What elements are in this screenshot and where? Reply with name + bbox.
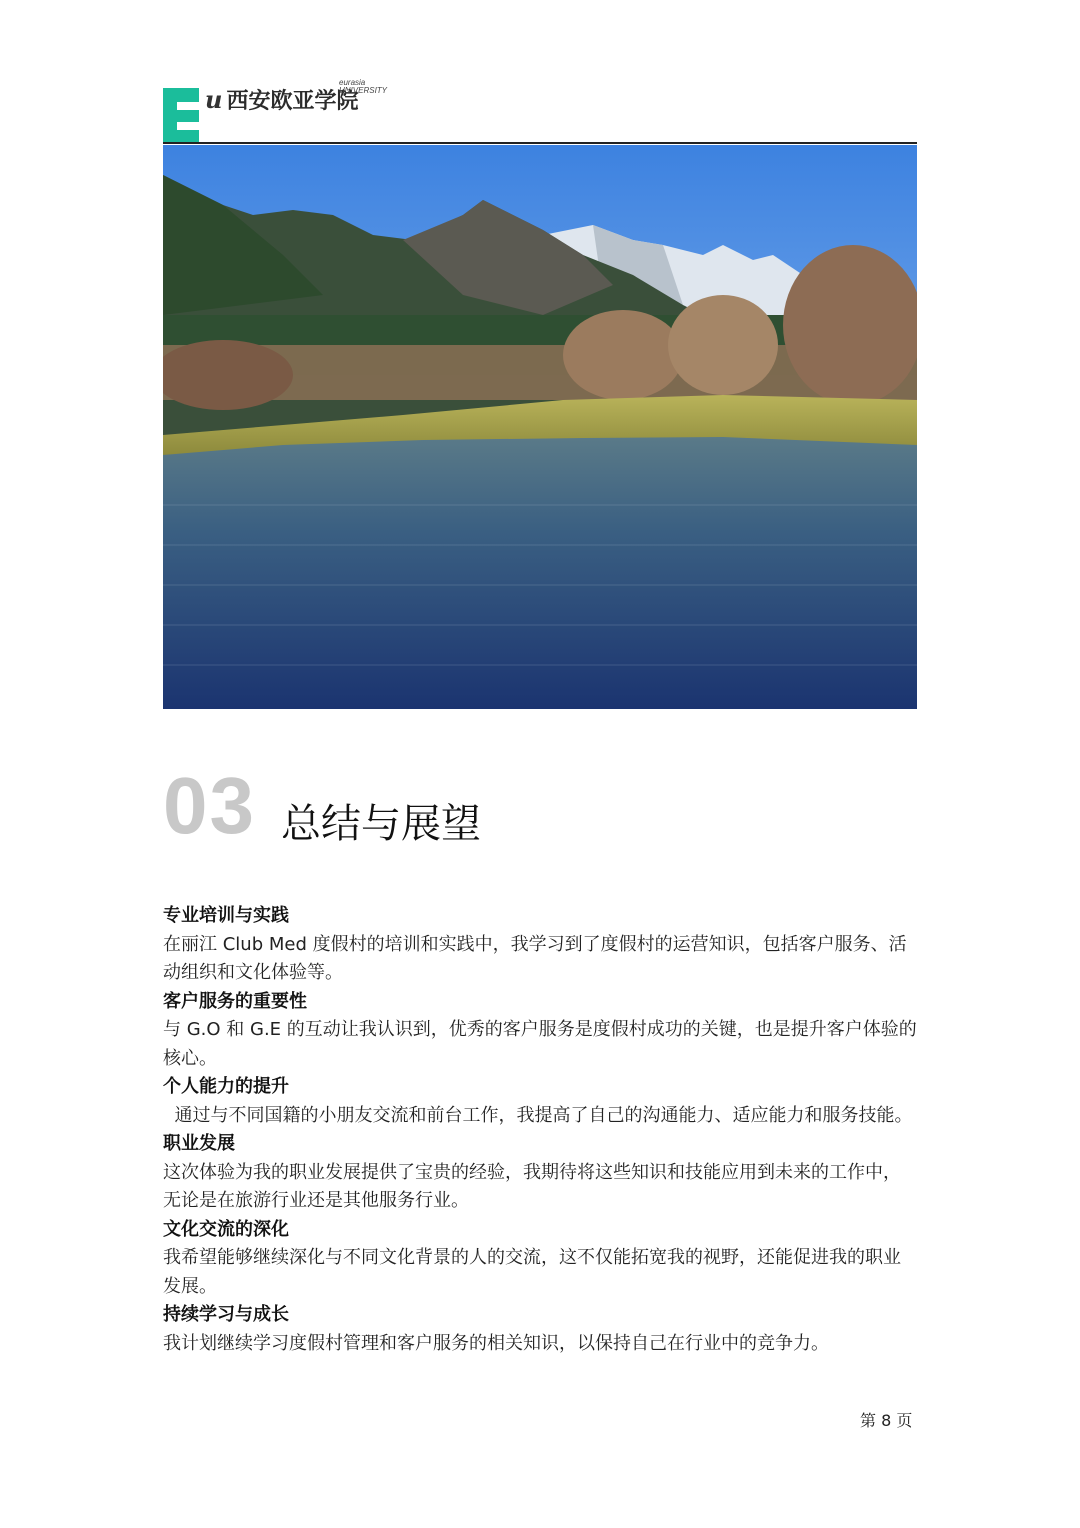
item-body: 我计划继续学习度假村管理和客户服务的相关知识，以保持自己在行业中的竞争力。	[163, 1332, 829, 1354]
item-title: 文化交流的深化	[163, 1218, 289, 1240]
section-heading: 总结与展望	[281, 801, 481, 847]
summary-content	[163, 902, 917, 1358]
item-body: 我希望能够继续深化与不同文化背景的人的交流，这不仅能拓宽我的视野，还能促进我的职业发展。	[163, 1247, 901, 1297]
item-title: 持续学习与成长	[163, 1304, 289, 1325]
item-body: 通过与不同国籍的小朋友交流和前台工作，我提高了自己的沟通能力、适应能力和服务技能。	[163, 1104, 913, 1126]
school-name-en-line2: UNIVERSITY	[339, 86, 388, 95]
header-rule	[163, 142, 917, 144]
item-title: 专业培训与实践	[163, 905, 289, 926]
school-name-en-line1: eurasia	[339, 78, 366, 87]
item-title: 客户服务的重要性	[163, 990, 307, 1012]
school-name	[205, 84, 358, 115]
landscape-photo	[163, 145, 917, 709]
school-name-cn: 西安欧亚学院	[226, 89, 359, 114]
logo-u-letter: u	[205, 85, 223, 114]
page-number: 第 8 页	[860, 1411, 913, 1430]
item-body: 在丽江 Club Med 度假村的培训和实践中，我学习到了度假村的运营知识，包括客户服务、活动组织和文化体验等。	[163, 933, 907, 983]
item-title: 个人能力的提升	[163, 1076, 289, 1097]
school-name-en	[339, 79, 387, 95]
page-header	[163, 78, 917, 144]
item-body: 与 G.O 和 G.E 的互动让我认识到，优秀的客户服务是度假村成功的关键，也是提升客户体验的核心。	[163, 1019, 917, 1069]
item-title: 职业发展	[163, 1133, 235, 1154]
item-body: 这次体验为我的职业发展提供了宝贵的经验，我期待将这些知识和技能应用到未来的工作中，无论是在旅游行业还是其他服务行业。	[163, 1161, 901, 1211]
section-number: 03	[163, 761, 256, 850]
logo-e-mark	[163, 88, 199, 144]
